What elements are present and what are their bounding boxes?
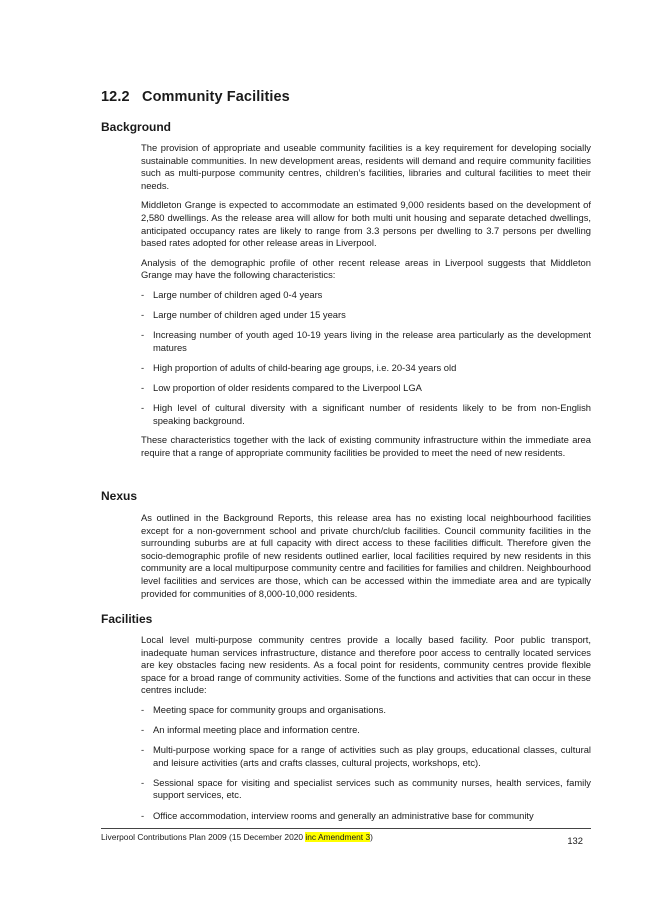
list-item: - Low proportion of older residents compared to the Liverpool LGA bbox=[141, 381, 422, 393]
background-heading: Background bbox=[101, 120, 172, 134]
background-paragraph-4: These characteristics together with the lack of existing community infrastructure within the immediate area require that a range of appropriate community facilities be provided to meet the need of new residents. bbox=[141, 434, 591, 458]
background-paragraph-1: The provision of appropriate and useable community facilities is a key requirement for developing socially sustainable communities. In new development areas, residents will demand and require community facilities such as multi-purpose community centres, children’s facilities, libraries and cultural facilities to meet their needs. bbox=[141, 142, 591, 191]
list-item: - Increasing number of youth aged 10-19 years living in the release area particularly as the development matures bbox=[141, 329, 591, 353]
background-paragraph-2: Middleton Grange is expected to accommodate an estimated 9,000 residents based on the development of 2,580 dwellings. As the release area will allow for both multi unit housing and separate detached dwellings, anticipated occupancy rates are likely to range from 3.3 persons per dwelling to 3.7 persons per dwelling based rates adopted for other release areas in Liverpool. bbox=[141, 199, 591, 249]
facilities-section bbox=[141, 634, 591, 822]
section-heading: Community Facilities bbox=[142, 89, 290, 105]
list-item: - Sessional space for visiting and specialist services such as community nurses, health services, family support services, etc. bbox=[141, 776, 591, 801]
amendment-highlight: inc Amendment 3 bbox=[305, 832, 371, 842]
section-number: 12.2 bbox=[101, 89, 130, 105]
nexus-paragraph-1: As outlined in the Background Reports, this release area has no existing local neighbourhood facilities except for a non-government school and private church/club facilities. Council community facilities in the surrounding suburbs are at full capacity with direct access to these facilities difficult. Therefore given the socio-demographic profile of new residents outlined earlier, local facilities required by new residents in this community are a local multipurpose community centre and facilities for families and children. Neighbourhood level facilities and services are those, which can be accessed within the immediate area and are typically provided for communities of 8,000-10,000 residents. bbox=[141, 512, 591, 599]
page-number: 132 bbox=[567, 835, 583, 846]
background-paragraph-3: Analysis of the demographic profile of other recent release areas in Liverpool suggests that Middleton Grange may have the following characteristics: bbox=[141, 256, 591, 281]
list-item: - High level of cultural diversity with a significant number of residents likely to be from non-English speaking background. bbox=[141, 402, 591, 426]
footer-divider bbox=[101, 828, 591, 829]
facilities-heading: Facilities bbox=[101, 612, 153, 626]
footer-plan-title: Liverpool Contributions Plan 2009 (15 December 2020 inc Amendment 3) bbox=[101, 832, 373, 842]
list-item: - High proportion of adults of child-bearing age groups, i.e. 20-34 years old bbox=[141, 361, 457, 373]
list-item: - Multi-purpose working space for a range of activities such as play groups, educational classes, cultural and leisure activities (arts and crafts classes, cultural projects, workshops, etc). bbox=[141, 744, 591, 768]
facilities-paragraph-1: Local level multi-purpose community centres provide a locally based facility. Poor public transport, inadequate human services infrastructure, distance and therefore poor access to centrally located services are key obstacles facing new residents. As a focal point for residents, community centres provide flexible space for a broad range of community activities. Some of the functions and activities that can occur in these centres include: bbox=[141, 634, 591, 696]
list-item: - Meeting space for community groups and organisations. bbox=[141, 703, 386, 715]
list-item: - Large number of children aged 0-4 years bbox=[141, 288, 323, 300]
list-item: - Office accommodation, interview rooms and generally an administrative base for community bbox=[141, 809, 534, 821]
section-title bbox=[101, 89, 290, 105]
list-item: - An informal meeting place and information centre. bbox=[141, 724, 360, 736]
list-item: - Large number of children aged under 15 years bbox=[141, 309, 346, 321]
background-section bbox=[141, 142, 591, 459]
nexus-section bbox=[141, 512, 591, 600]
nexus-heading: Nexus bbox=[101, 489, 138, 503]
